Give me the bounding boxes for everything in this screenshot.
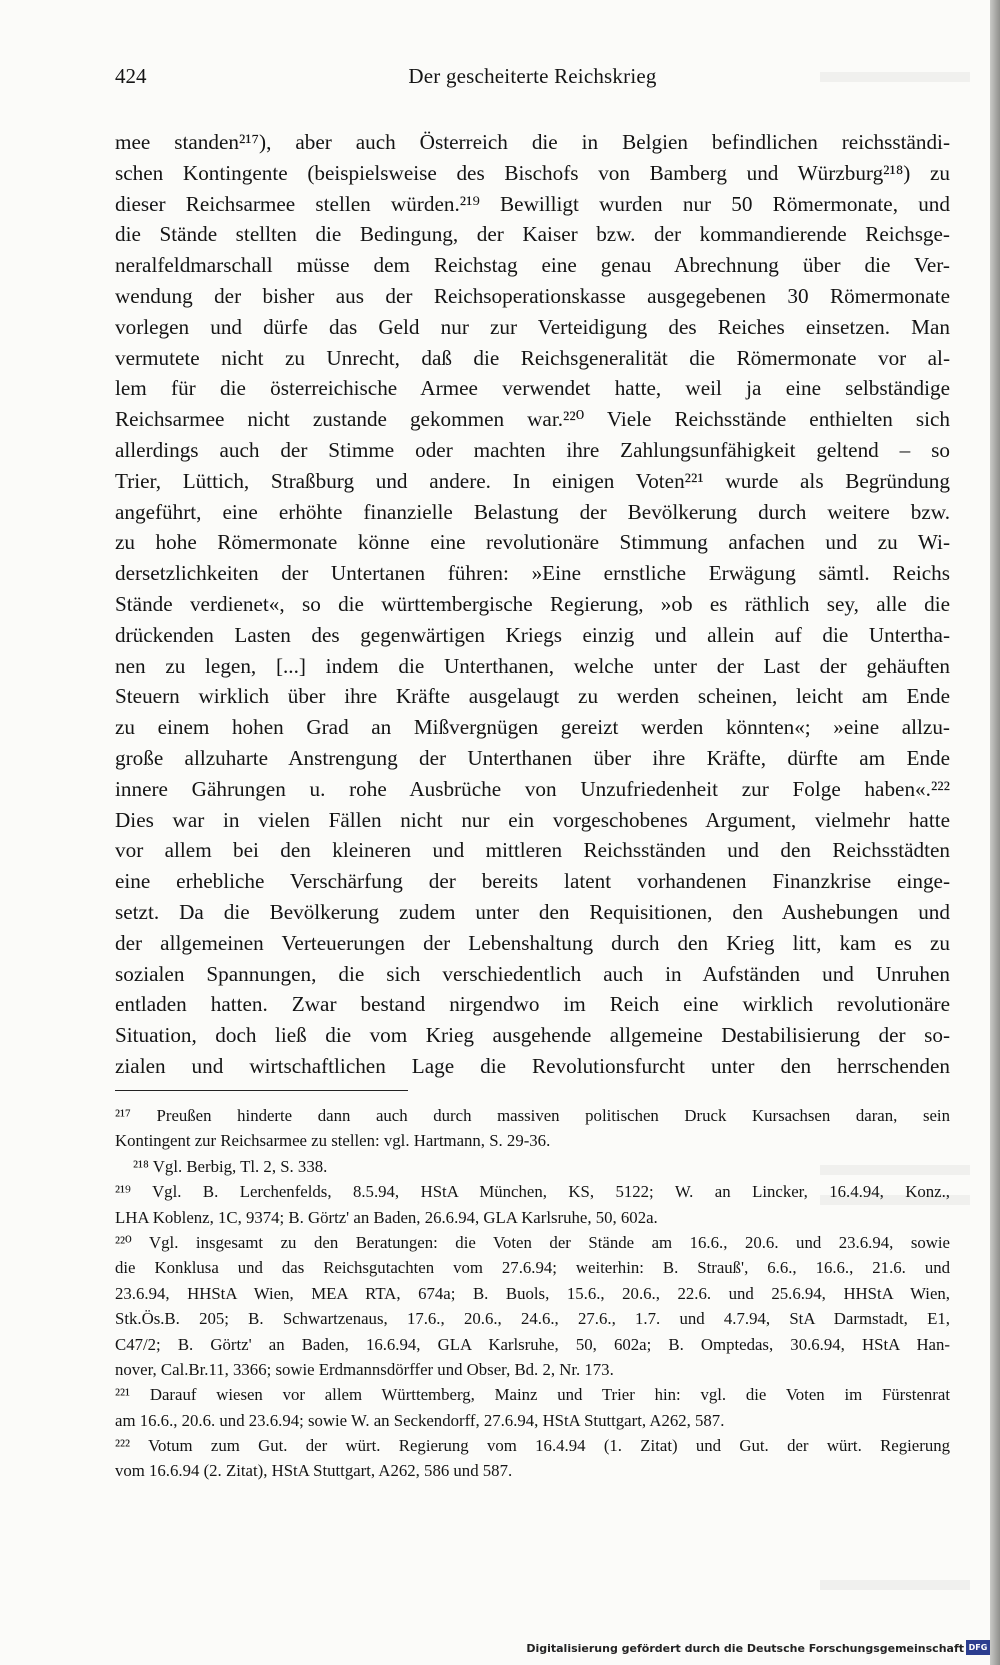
body-line: allerdings auch der Stimme oder machten ihre Zahlungsunfähigkeit geltend – so: [115, 437, 950, 462]
body-line: der allgemeinen Verteuerungen der Lebenshaltung durch den Krieg litt, kam es zu: [115, 930, 950, 955]
footnote-line: Stk.Ös.B. 205; B. Schwartzenaus, 17.6., 20.6., 24.6., 27.6., 1.7. und 4.7.94, StA Darmstadt, E1,: [115, 1309, 950, 1329]
body-line: wendung der bisher aus der Reichsoperationskasse ausgegebenen 30 Römermonate: [115, 283, 950, 308]
body-line: Situation, doch ließ die vom Krieg ausgehende allgemeine Destabilisierung der so-: [115, 1023, 950, 1048]
footnote-divider: [115, 1090, 408, 1091]
footnote-line: ²¹⁷ Preußen hinderte dann auch durch massiven politischen Druck Kursachsen daran, sein: [115, 1106, 950, 1125]
body-line: vorlegen und dürfe das Geld nur zur Verteidigung des Reiches einsetzen. Man: [115, 314, 950, 339]
body-line: angeführt, eine erhöhte finanzielle Belastung der Bevölkerung durch weitere bzw.: [115, 499, 950, 524]
body-line: nen zu legen, [...] indem die Unterthanen, welche unter der Last der gehäuften: [115, 653, 950, 678]
body-line: große allzuharte Anstrengung der Unterthanen über ihre Kräfte, dürfte am Ende: [115, 745, 950, 770]
body-line: zu hohe Römermonate könne eine revolutionäre Stimmung anfachen und zu Wi-: [115, 530, 950, 555]
body-line: mee standen²¹⁷), aber auch Österreich die in Belgien befindlichen reichsständi-: [115, 130, 950, 154]
digitization-credit: Digitalisierung gefördert durch die Deutsche Forschungsgemeinschaft: [526, 1642, 964, 1655]
body-line: Dies war in vielen Fällen nicht nur ein vorgeschobenes Argument, vielmehr hatte: [115, 807, 950, 832]
footnote-line: ²¹⁸ Vgl. Berbig, Tl. 2, S. 338.: [133, 1156, 328, 1176]
footnote-line: 23.6.94, HHStA Wien, MEA RTA, 674a; B. Buols, 15.6., 20.6., 22.6. und 25.6.94, HHStA Wien,: [115, 1283, 950, 1303]
page-header: [115, 64, 950, 98]
body-line: entladen hatten. Zwar bestand nirgendwo im Reich eine wirklich revolutionäre: [115, 992, 950, 1017]
body-line: innere Gährungen u. rohe Ausbrüche von Unzufriedenheit zur Folge haben«.²²²: [115, 776, 950, 801]
body-line: drückenden Lasten des gegenwärtigen Kriegs einzig und allein auf die Untertha-: [115, 622, 950, 647]
footnote-line: ²²¹ Darauf wiesen vor allem Württemberg, Mainz und Trier hin: vgl. die Voten im Fürstenrat: [115, 1385, 950, 1405]
footnote-line: LHA Koblenz, 1C, 9374; B. Görtz' an Baden, 26.6.94, GLA Karlsruhe, 50, 602a.: [115, 1207, 658, 1227]
scan-edge: [990, 0, 1000, 1665]
body-line: Stände verdienet«, so die württembergische Regierung, »ob es räthlich sey, alle die: [115, 591, 950, 616]
body-line: setzt. Da die Bevölkerung zudem unter den Requisitionen, den Aushebungen und: [115, 899, 950, 924]
body-line: vor allem bei den kleineren und mittleren Reichsständen und den Reichsstädten: [115, 838, 950, 863]
footnote-line: am 16.6., 20.6. und 23.6.94; sowie W. an Seckendorff, 27.6.94, HStA Stuttgart, A262, 587.: [115, 1410, 725, 1430]
body-line: zialen und wirtschaftlichen Lage die Revolutionsfurcht unter den herrschenden: [115, 1053, 950, 1078]
footnote-line: ²²⁰ Vgl. insgesamt zu den Beratungen: die Voten der Stände am 16.6., 20.6. und 23.6.94, sowie: [115, 1232, 950, 1252]
footnote-line: ²²² Votum zum Gut. der würt. Regierung vom 16.4.94 (1. Zitat) und Gut. der würt. Regierung: [115, 1436, 950, 1456]
body-line: sozialen Spannungen, die sich verschiedentlich auch in Aufständen und Unruhen: [115, 961, 950, 986]
body-text: [115, 127, 950, 1082]
dfg-logo-icon: DFG: [966, 1640, 990, 1655]
body-line: eine erhebliche Verschärfung der bereits latent vorhandenen Finanzkrise einge-: [115, 869, 950, 894]
footnote-line: nover, Cal.Br.11, 3366; sowie Erdmannsdörffer und Obser, Bd. 2, Nr. 173.: [115, 1359, 614, 1379]
body-line: schen Kontingente (beispielsweise des Bischofs von Bamberg und Würzburg²¹⁸) zu: [115, 160, 950, 185]
body-line: Trier, Lüttich, Straßburg und andere. In einigen Voten²²¹ wurde als Begründung: [115, 468, 950, 493]
body-line: vermutete nicht zu Unrecht, daß die Reichsgeneralität die Römermonate vor al-: [115, 345, 950, 370]
footnote-line: C47/2; B. Görtz' an Baden, 16.6.94, GLA Karlsruhe, 50, 602a; B. Omptedas, 30.6.94, HStA Han-: [115, 1334, 950, 1354]
body-line: die Stände stellten die Bedingung, der Kaiser bzw. der kommandierende Reichsge-: [115, 222, 950, 247]
body-line: zu einem hohen Grad an Mißvergnügen gereizt werden könnten«; »eine allzu-: [115, 715, 950, 740]
footnote-line: die Konklusa und das Reichsgutachten vom 27.6.94; weiterhin: B. Strauß', 6.6., 16.6., 21.6. und: [115, 1258, 950, 1278]
bleed-through-mark: [820, 1580, 970, 1590]
body-line: Steuern wirklich über ihre Kräfte ausgelaugt zu werden scheinen, leicht am Ende: [115, 684, 950, 709]
body-line: dersetzlichkeiten der Untertanen führen: »Eine ernstliche Erwägung sämtl. Reichs: [115, 561, 950, 586]
footnote-line: vom 16.6.94 (2. Zitat), HStA Stuttgart, A262, 586 und 587.: [115, 1461, 513, 1481]
body-line: Reichsarmee nicht zustande gekommen war.²²⁰ Viele Reichsstände enthielten sich: [115, 407, 950, 432]
footnote-line: ²¹⁹ Vgl. B. Lerchenfelds, 8.5.94, HStA München, KS, 5122; W. an Lincker, 16.4.94, Konz.,: [115, 1182, 950, 1202]
running-title: Der gescheiterte Reichskrieg: [408, 64, 657, 88]
body-line: dieser Reichsarmee stellen würden.²¹⁹ Bewilligt wurden nur 50 Römermonate, und: [115, 191, 950, 216]
footnotes: [115, 1103, 950, 1484]
page-number: 424: [115, 64, 147, 88]
body-line: lem für die österreichische Armee verwendet hatte, weil ja eine selbständige: [115, 376, 950, 401]
body-line: neralfeldmarschall müsse dem Reichstag eine genau Abrechnung über die Ver-: [115, 253, 950, 278]
footnote-line: Kontingent zur Reichsarmee zu stellen: vgl. Hartmann, S. 29-36.: [115, 1131, 551, 1151]
